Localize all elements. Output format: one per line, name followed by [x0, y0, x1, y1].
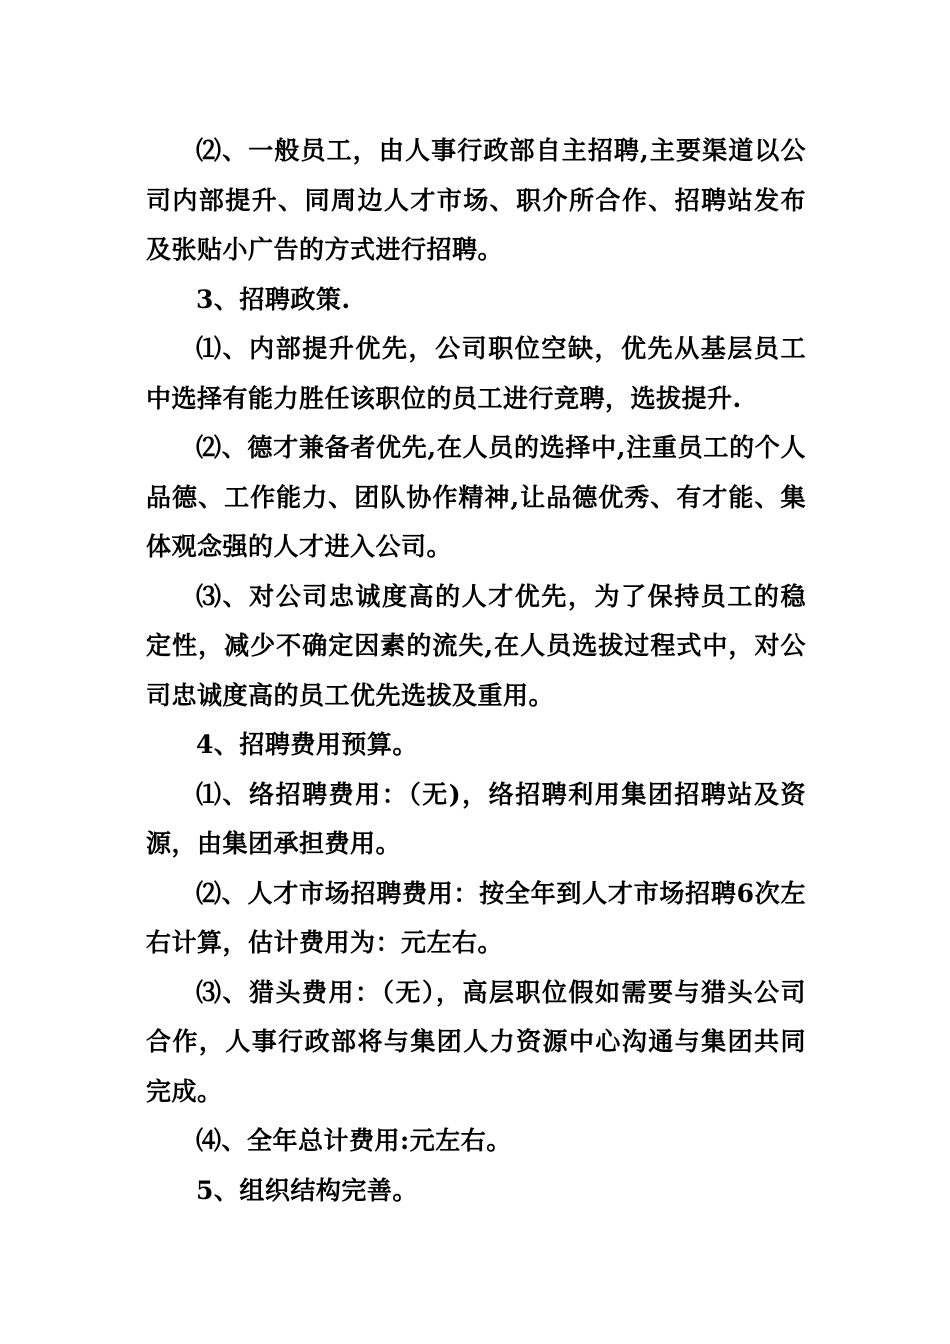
paragraph-total-annual-cost: ⑷、全年总计费用:元左右。: [196, 1126, 512, 1155]
paragraph-internal-promotion: ⑴、内部提升优先，公司职位空缺，优先从基层员工中选择有能力胜任该职位的员工进行竞聘，选拔提升.: [146, 334, 806, 413]
paragraph-general-staff-recruitment: ⑵、一般员工，由人事行政部自主招聘,主要渠道以公司内部提升、同周边人才市场、职介所合作、招聘站发布及张贴小广告的方式进行招聘。: [146, 136, 806, 264]
document-body: [146, 126, 806, 1215]
paragraph-headhunter-cost: ⑶、猎头费用：（无），高层职位假如需要与猎头公司合作，人事行政部将与集团人力资源中心沟通与集团共同完成。: [146, 977, 806, 1106]
heading-recruitment-budget: 4、招聘费用预算。: [196, 730, 418, 759]
paragraph-virtue-and-talent: ⑵、德才兼备者优先,在人员的选择中,注重员工的个人品德、工作能力、团队协作精神,让品德优秀、有才能、集体观念强的人才进入公司。: [146, 433, 806, 561]
paragraph-talent-market-cost: ⑵、人才市场招聘费用：按全年到人才市场招聘6次左右计算，估计费用为：元左右。: [146, 878, 806, 957]
paragraph-loyalty-priority: ⑶、对公司忠诚度高的人才优先，为了保持员工的稳定性，减少不确定因素的流失,在人员选拔过程式中，对公司忠诚度高的员工优先选拔及重用。: [146, 581, 806, 710]
heading-recruitment-policy: 3、招聘政策.: [196, 284, 351, 314]
heading-organization-structure: 5、组织结构完善。: [196, 1175, 418, 1205]
paragraph-online-recruitment-cost: ⑴、络招聘费用：（无)，络招聘利用集团招聘站及资源，由集团承担费用。: [146, 779, 806, 858]
